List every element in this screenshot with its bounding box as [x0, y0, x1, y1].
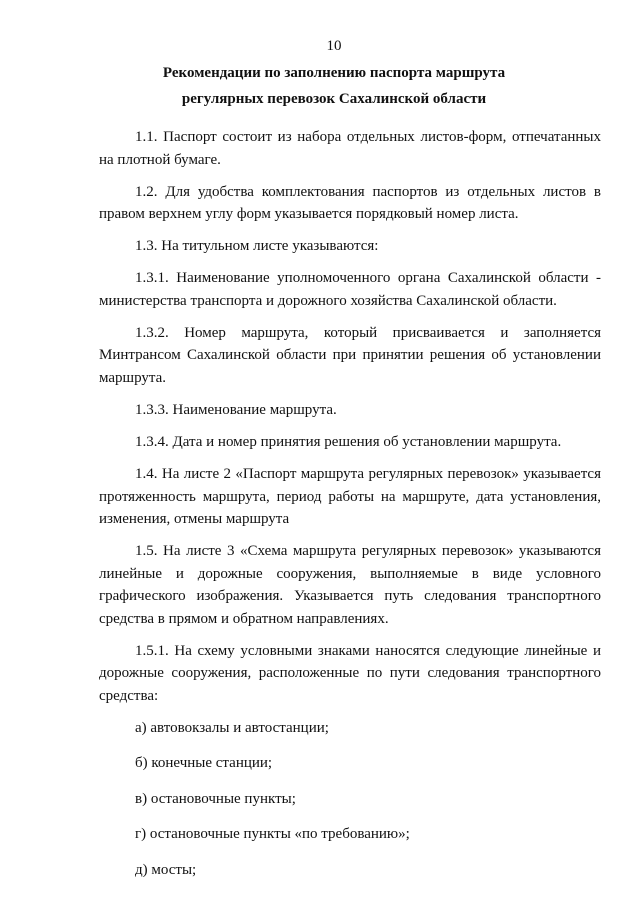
document-title-line-1: Рекомендации по заполнению паспорта маршрута: [162, 65, 506, 81]
document-title-line-2: регулярных перевозок Сахалинской области: [181, 91, 487, 107]
page-number: 10: [326, 38, 342, 54]
list-item-g: г) остановочные пункты «по требованию»;: [135, 826, 410, 843]
paragraph-1-3-3: 1.3.3. Наименование маршрута.: [135, 401, 337, 418]
paragraph-1-5-1: 1.5.1. На схему условными знаками наносятся следующие линейные и дорожные сооружения, расположенные по пути следования транспортного средства:: [99, 642, 601, 704]
paragraph-1-3-4: 1.3.4. Дата и номер принятия решения об установлении маршрута.: [135, 434, 562, 451]
list-item-b: б) конечные станции;: [135, 755, 273, 772]
paragraph-1-1: 1.1. Паспорт состоит из набора отдельных листов-форм, отпечатанных на плотной бумаге.: [99, 129, 601, 168]
list-item-v: в) остановочные пункты;: [135, 790, 296, 807]
paragraph-1-3: 1.3. На титульном листе указываются:: [135, 238, 379, 255]
list-item-a: а) автовокзалы и автостанции;: [135, 719, 329, 736]
paragraph-1-3-1: 1.3.1. Наименование уполномоченного органа Сахалинской области - министерства транспорта и дорожного хозяйства Сахалинской области.: [99, 270, 601, 309]
document-body: [99, 126, 601, 894]
paragraph-1-2: 1.2. Для удобства комплектования паспортов из отдельных листов в правом верхнем углу форм указывается порядковый номер листа.: [99, 183, 601, 223]
paragraph-1-5: 1.5. На листе 3 «Схема маршрута регулярных перевозок» указываются линейные и дорожные сооружения, выполняемые в виде условного графического изображения. Указывается путь следования транспортного средства в прямом и обратном направлениях.: [99, 543, 601, 627]
list-item-d: д) мосты;: [135, 861, 197, 878]
paragraph-1-3-2: 1.3.2. Номер маршрута, который присваивается и заполняется Минтрансом Сахалинской области при принятии решения об установлении маршрута.: [99, 324, 601, 386]
paragraph-1-4: 1.4. На листе 2 «Паспорт маршрута регулярных перевозок» указывается протяженность маршрута, период работы на маршруте, дата установления, изменения, отмены маршрута: [99, 466, 601, 528]
